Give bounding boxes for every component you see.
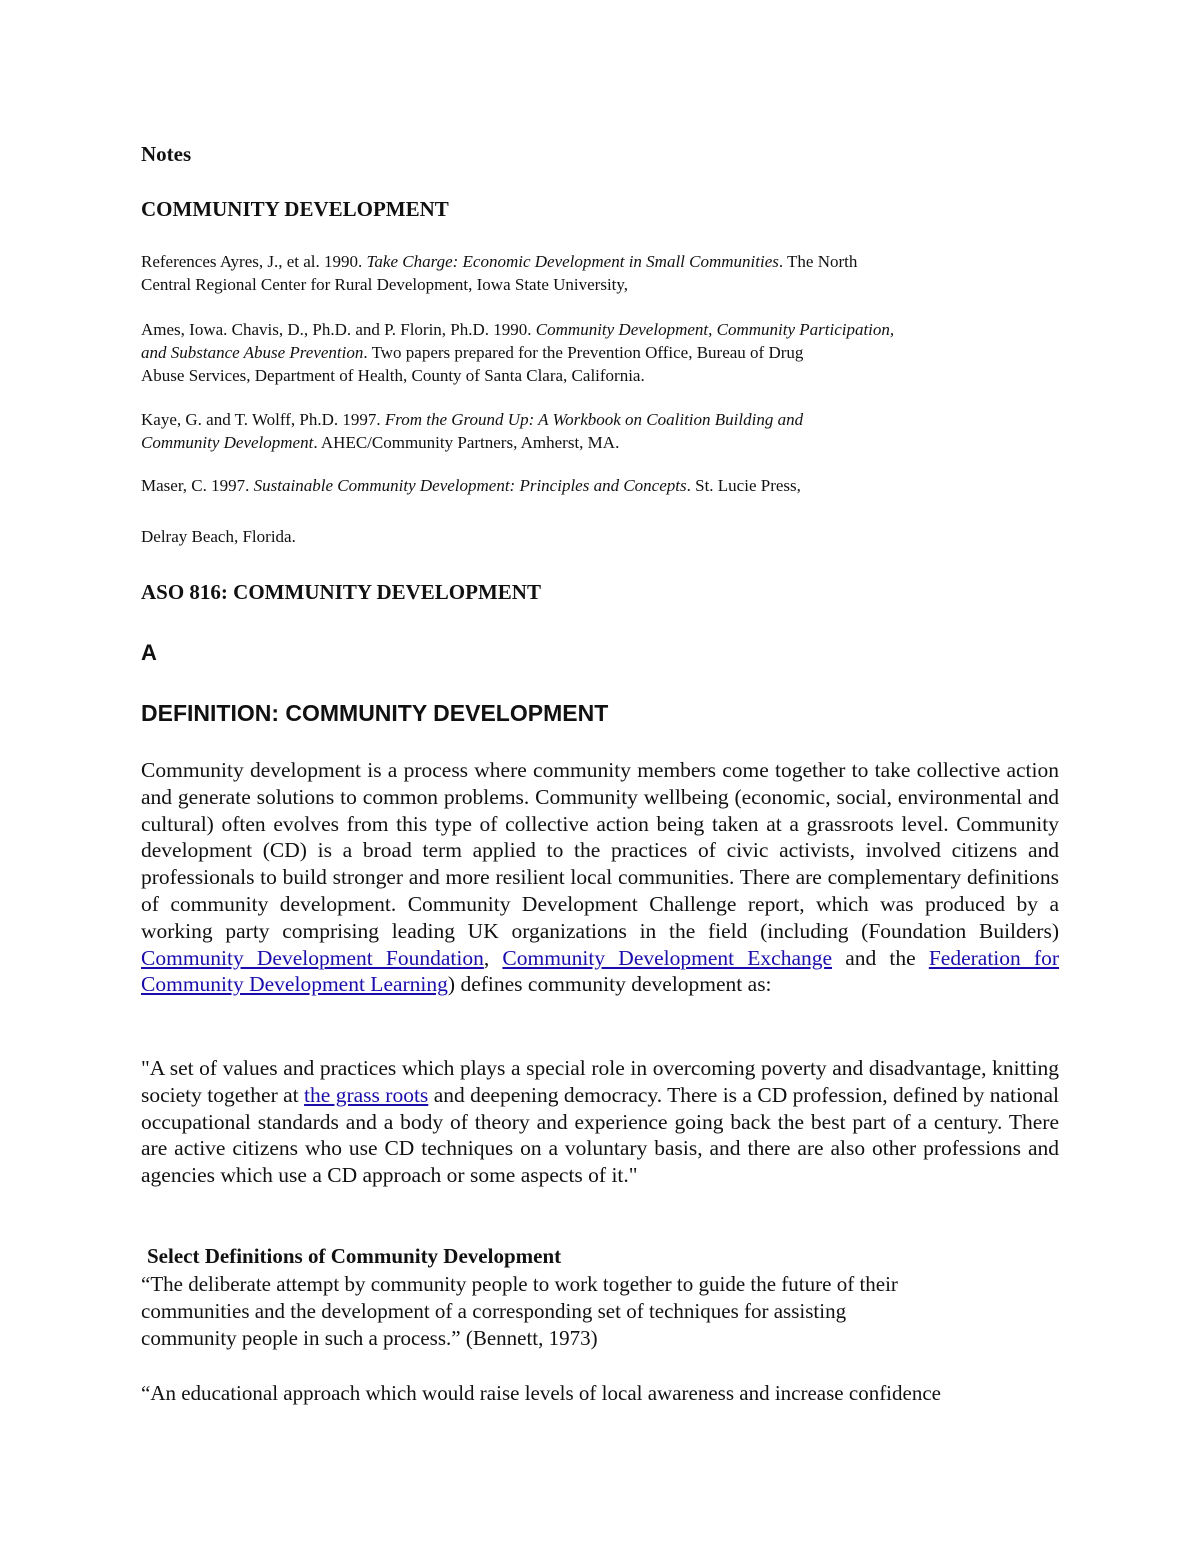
reference-chavis-title-line2: and Substance Abuse Prevention: [141, 343, 364, 362]
community-development-foundation-link[interactable]: Community Development Foundation: [141, 945, 484, 970]
course-title: ASO 816: COMMUNITY DEVELOPMENT: [141, 580, 541, 604]
definition-heading-text: DEFINITION: COMMUNITY DEVELOPMENT: [141, 700, 609, 726]
bennett-quote-line3: community people in such a process.” (Bennett, 1973): [141, 1326, 598, 1350]
bennett-quote: [141, 1271, 1059, 1352]
section-letter: A: [141, 640, 157, 665]
reference-maser-text: Maser, C. 1997.: [141, 476, 254, 495]
reference-kaye-title-line1: From the Ground Up: A Workbook on Coalition Building and: [384, 410, 804, 429]
educational-approach-quote-line1: “An educational approach which would raise levels of local awareness and increase confidence: [141, 1381, 941, 1405]
federation-community-development-learning-link[interactable]: Federation for Community Development Learning: [141, 945, 1060, 997]
definition-paragraph-conjunction: and the: [832, 945, 929, 970]
reference-maser-publisher: . St. Lucie Press,: [686, 476, 801, 495]
reference-ayres: [141, 250, 1041, 296]
definition-quote-text: "A set of values and practices which plays a special role in overcoming poverty and disadvantage, knitting society together at: [141, 1056, 1059, 1107]
definition-heading: [141, 700, 608, 727]
reference-maser: [141, 474, 1041, 497]
reference-maser-book-title: Sustainable Community Development: Principles and Concepts: [253, 476, 687, 495]
reference-chavis-text-cont: . Two papers prepared for the Prevention Office, Bureau of Drug: [363, 343, 804, 362]
reference-ayres-text: References Ayres, J., et al. 1990.: [141, 252, 367, 271]
reference-chavis: [141, 318, 1041, 387]
definition-paragraph-separator: ,: [483, 945, 503, 970]
definition-paragraph: [141, 757, 1059, 998]
reference-ayres-publisher: Central Regional Center for Rural Development, Iowa State University,: [141, 275, 629, 294]
community-development-exchange-link[interactable]: Community Development Exchange: [502, 945, 833, 970]
reference-maser-location: Delray Beach, Florida.: [141, 527, 296, 546]
reference-chavis-text: Ames, Iowa. Chavis, D., Ph.D. and P. Florin, Ph.D. 1990.: [141, 320, 536, 339]
educational-approach-quote: [141, 1380, 1059, 1407]
definition-quote-text-cont: and deepening democracy. There is a CD profession, defined by national occupational standards and a body of theory and experience going back the best part of a century. There are active citizens who use CD techniques on a voluntary basis, and there are also other professions and agencies which use a CD approach or some aspects of it.": [141, 1082, 1059, 1188]
reference-kaye: [141, 408, 1041, 454]
community-development-title: COMMUNITY DEVELOPMENT: [141, 197, 449, 221]
definition-paragraph-end: ) defines community development as:: [447, 972, 772, 997]
bennett-quote-line1: “The deliberate attempt by community people to work together to guide the future of their: [141, 1272, 898, 1296]
select-definitions-heading: Select Definitions of Community Development: [147, 1244, 562, 1268]
reference-ayres-book-title: Take Charge: Economic Development in Small Communities: [366, 252, 779, 271]
definition-paragraph-text: Community development is a process where community members come together to take collective action and generate solutions to common problems. Community wellbeing (economic, social, environmental and cultural) often evolves from this type of collective action being taken at a grassroots level. Community development (CD) is a broad term applied to the practices of civic activists, involved citizens and professionals to build stronger and more resilient local communities. There are complementary definitions of community development. Community Development Challenge report, which was produced by a working party comprising leading UK organizations in the field (including (Foundation Builders): [141, 758, 1059, 943]
reference-kaye-publisher: . AHEC/Community Partners, Amherst, MA.: [313, 433, 620, 452]
reference-chavis-title-line1: Community Development, Community Participation,: [535, 320, 895, 339]
definition-quote-paragraph: [141, 1055, 1059, 1189]
reference-kaye-title-line2: Community Development: [141, 433, 314, 452]
notes-title: Notes: [141, 142, 192, 166]
reference-chavis-publisher: Abuse Services, Department of Health, County of Santa Clara, California.: [141, 366, 645, 385]
bennett-quote-line2: communities and the development of a corresponding set of techniques for assisting: [141, 1299, 847, 1323]
reference-ayres-text-cont: . The North: [778, 252, 858, 271]
grass-roots-link[interactable]: the grass roots: [304, 1082, 429, 1107]
reference-kaye-text: Kaye, G. and T. Wolff, Ph.D. 1997.: [141, 410, 385, 429]
